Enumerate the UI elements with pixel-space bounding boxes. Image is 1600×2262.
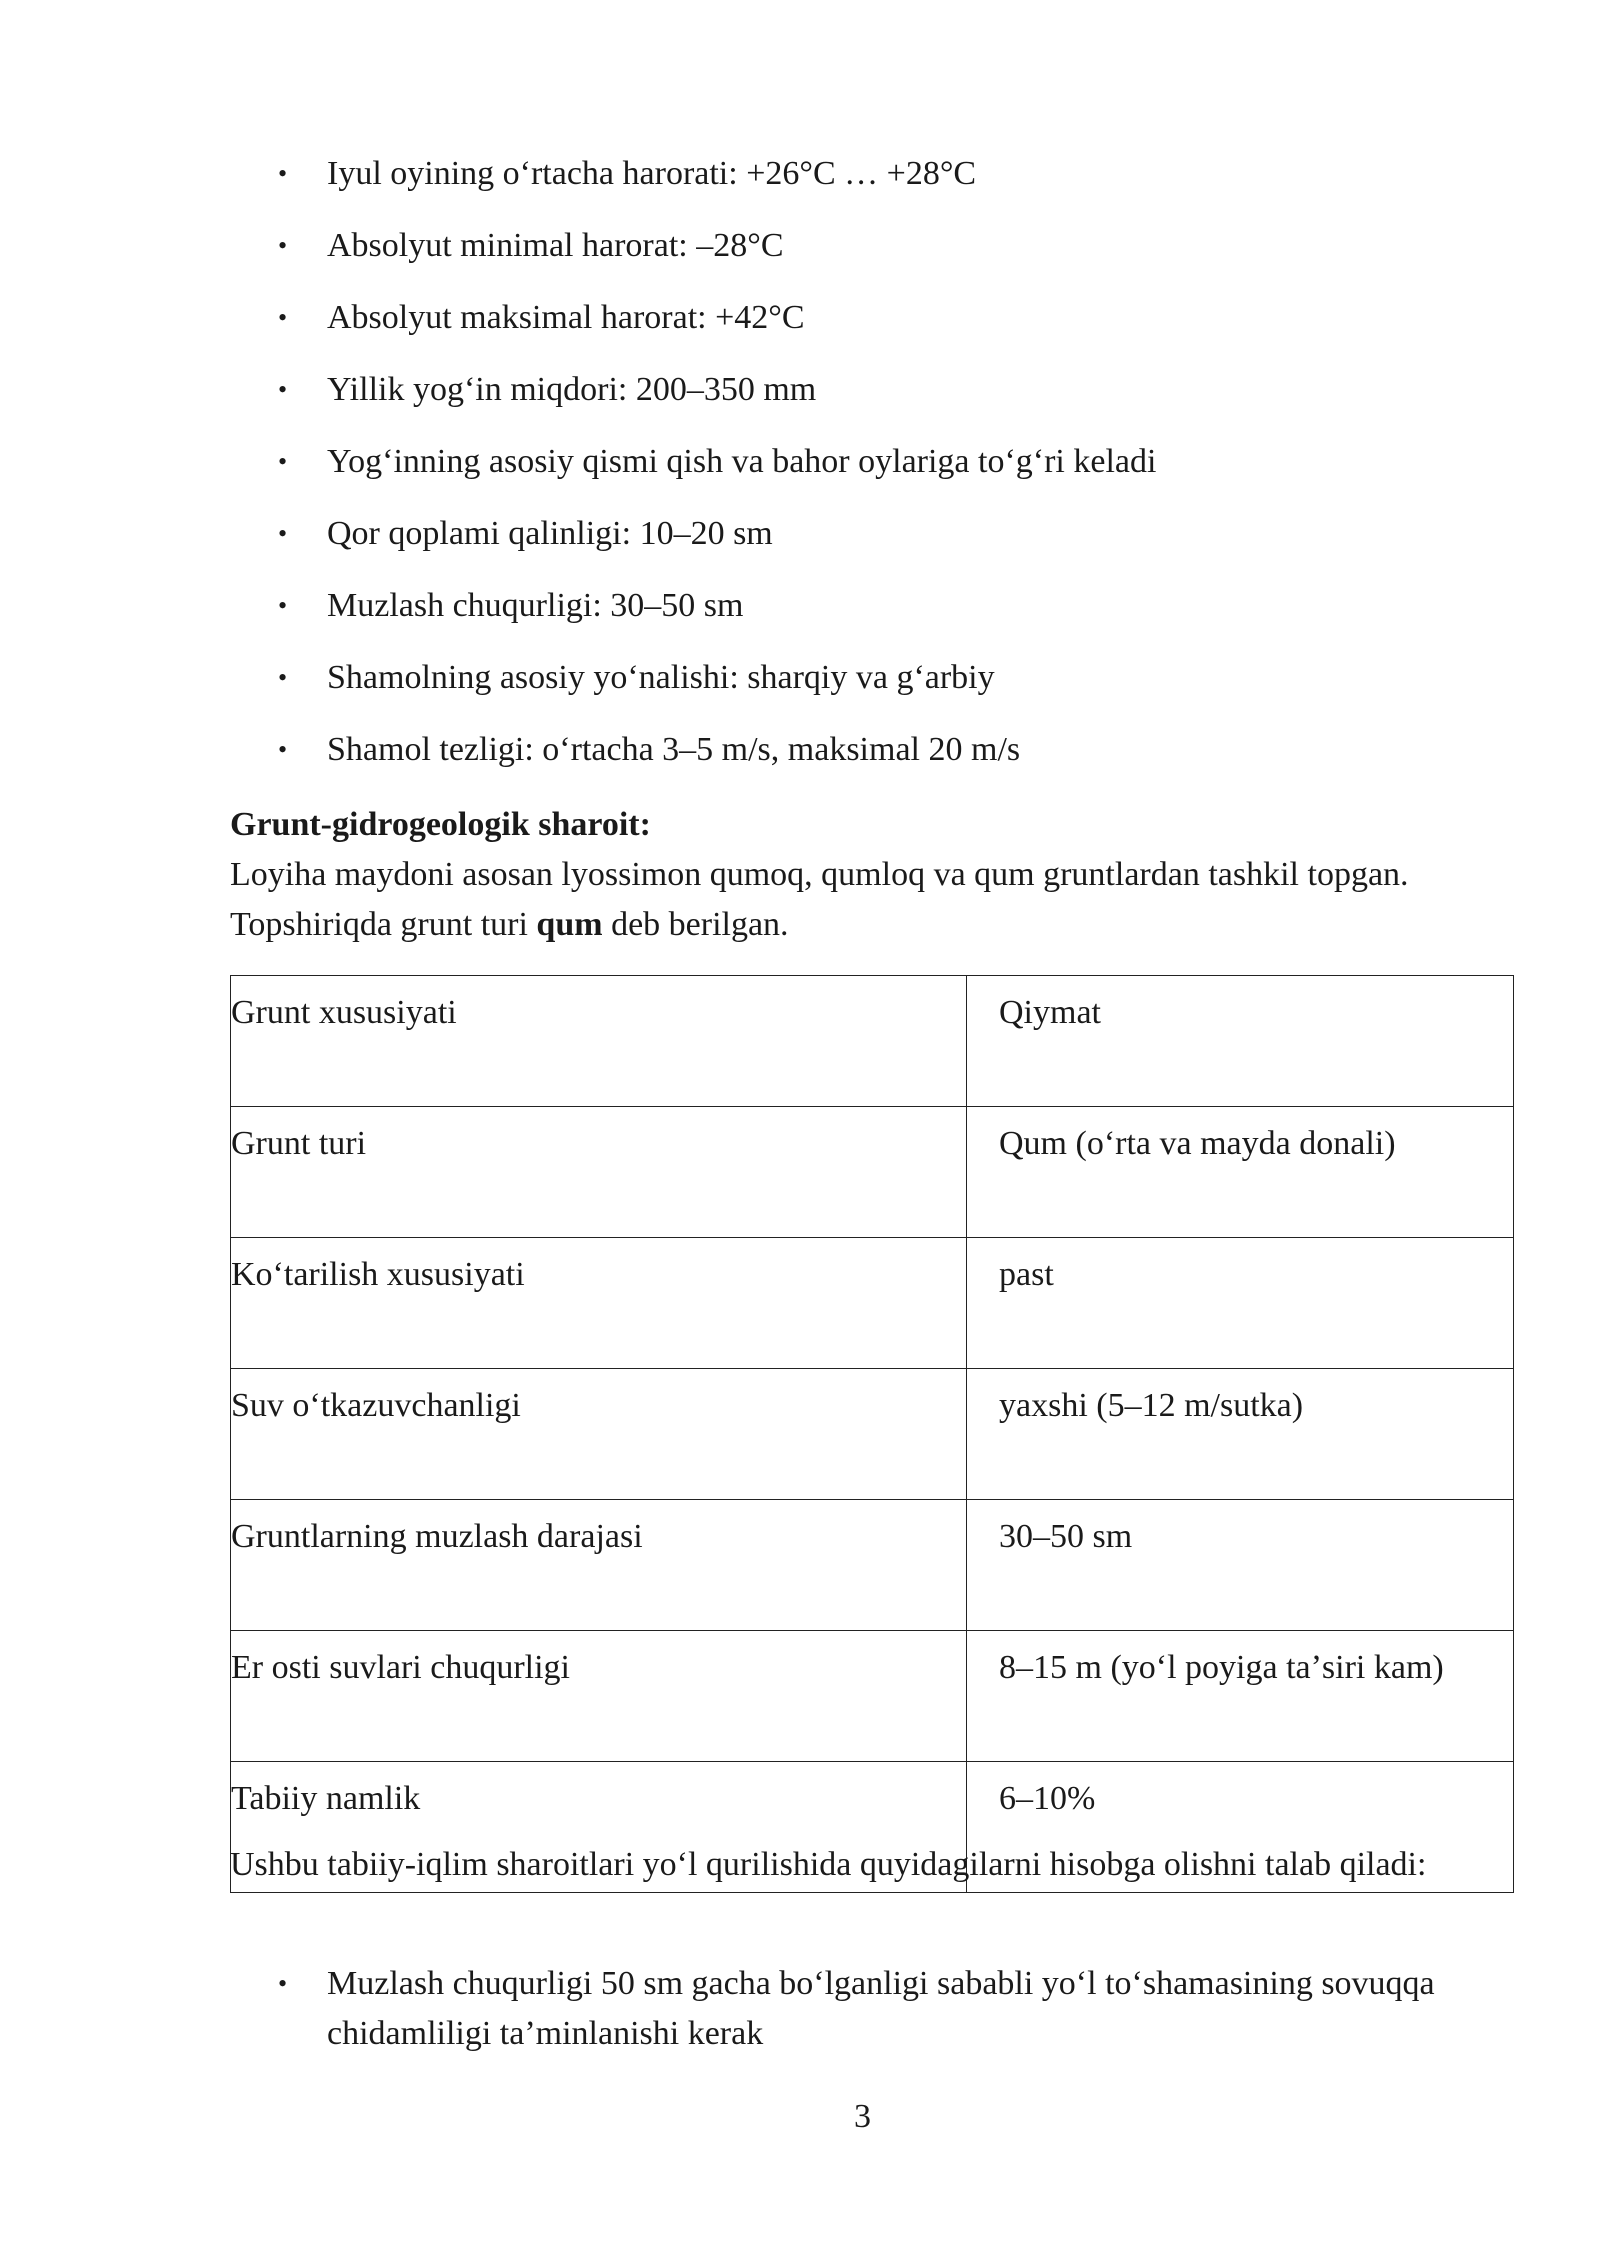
bullet-icon: • (278, 375, 288, 404)
soil-paragraph-end: deb berilgan. (602, 906, 789, 943)
soil-section (230, 800, 1520, 950)
climate-item (230, 653, 1430, 725)
table-cell-value: 6–10% (967, 1762, 1514, 1893)
bullet-icon: • (278, 231, 288, 260)
bullet-icon: • (278, 303, 288, 332)
soil-paragraph-text: Loyiha maydoni asosan lyossimon qumoq, qumloq va qum gruntlardan tashkil topgan. Topshiriqda grunt turi (230, 856, 1409, 943)
table-row (231, 1631, 1514, 1762)
climate-item-text: Absolyut maksimal harorat: +42°C (327, 299, 805, 336)
bullet-icon: • (278, 447, 288, 476)
climate-item-text: Absolyut minimal harorat: –28°C (327, 227, 784, 264)
table-header-row (231, 976, 1514, 1107)
table-cell-property: Tabiiy namlik (231, 1762, 967, 1893)
table-cell-value: Qum (oʻrta va mayda donali) (967, 1107, 1514, 1238)
table-cell-property: Grunt turi (231, 1107, 967, 1238)
climate-list (230, 149, 1430, 797)
bullet-icon: • (278, 663, 288, 692)
table-header-value: Qiymat (967, 976, 1514, 1107)
bullet-icon: • (278, 591, 288, 620)
table-row (231, 1238, 1514, 1369)
soil-properties-table (230, 975, 1514, 1893)
climate-item (230, 509, 1430, 581)
table-cell-value: past (967, 1238, 1514, 1369)
table-cell-property: Gruntlarning muzlash darajasi (231, 1500, 967, 1631)
bullet-icon: • (278, 159, 288, 188)
climate-item (230, 293, 1430, 365)
table-cell-value: 8–15 m (yoʻl poyiga taʼsiri kam) (967, 1631, 1514, 1762)
requirements-list (230, 1959, 1520, 2059)
table-row (231, 1500, 1514, 1631)
soil-heading: Grunt-gidrogeologik sharoit: (230, 806, 651, 843)
table-row (231, 1107, 1514, 1238)
climate-item (230, 221, 1430, 293)
climate-item-text: Qor qoplami qalinligi: 10–20 sm (327, 515, 773, 552)
table-cell-property: Er osti suvlari chuqurligi (231, 1631, 967, 1762)
table-row (231, 1369, 1514, 1500)
page-number: 3 (854, 2098, 871, 2135)
climate-item (230, 149, 1430, 221)
climate-item-text: Yogʻinning asosiy qismi qish va bahor oylariga toʻgʻri keladi (327, 443, 1157, 480)
summary-paragraph: Ushbu tabiiy-iqlim sharoitlari yoʻl qurilishida quyidagilarni hisobga olishni talab qiladi: (230, 1846, 1427, 1883)
climate-item-text: Muzlash chuqurligi: 30–50 sm (327, 587, 744, 624)
climate-item (230, 725, 1430, 797)
bullet-icon: • (278, 1969, 288, 1998)
climate-item-text: Yillik yogʻin miqdori: 200–350 mm (327, 371, 817, 408)
soil-paragraph (230, 850, 1520, 950)
table-cell-value: 30–50 sm (967, 1500, 1514, 1631)
climate-item (230, 581, 1430, 653)
requirement-item (230, 1959, 1520, 2059)
climate-item-text: Iyul oyining oʻrtacha harorati: +26°C … +28°C (327, 155, 977, 192)
climate-item (230, 365, 1430, 437)
soil-type-bold: qum (536, 906, 603, 943)
climate-item-text: Shamol tezligi: oʻrtacha 3–5 m/s, maksimal 20 m/s (327, 731, 1021, 768)
bullet-icon: • (278, 735, 288, 764)
climate-item (230, 437, 1430, 509)
climate-item-text: Shamolning asosiy yoʻnalishi: sharqiy va gʻarbiy (327, 659, 995, 696)
table-cell-property: Suv oʻtkazuvchanligi (231, 1369, 967, 1500)
table-header-property: Grunt xususiyati (231, 976, 967, 1107)
table-cell-value: yaxshi (5–12 m/sutka) (967, 1369, 1514, 1500)
requirement-item-text: Muzlash chuqurligi 50 sm gacha boʻlganligi sababli yoʻl toʻshamasining sovuqqa chidamliligi taʼminlanishi kerak (327, 1965, 1435, 2052)
bullet-icon: • (278, 519, 288, 548)
table-cell-property: Koʻtarilish xususiyati (231, 1238, 967, 1369)
